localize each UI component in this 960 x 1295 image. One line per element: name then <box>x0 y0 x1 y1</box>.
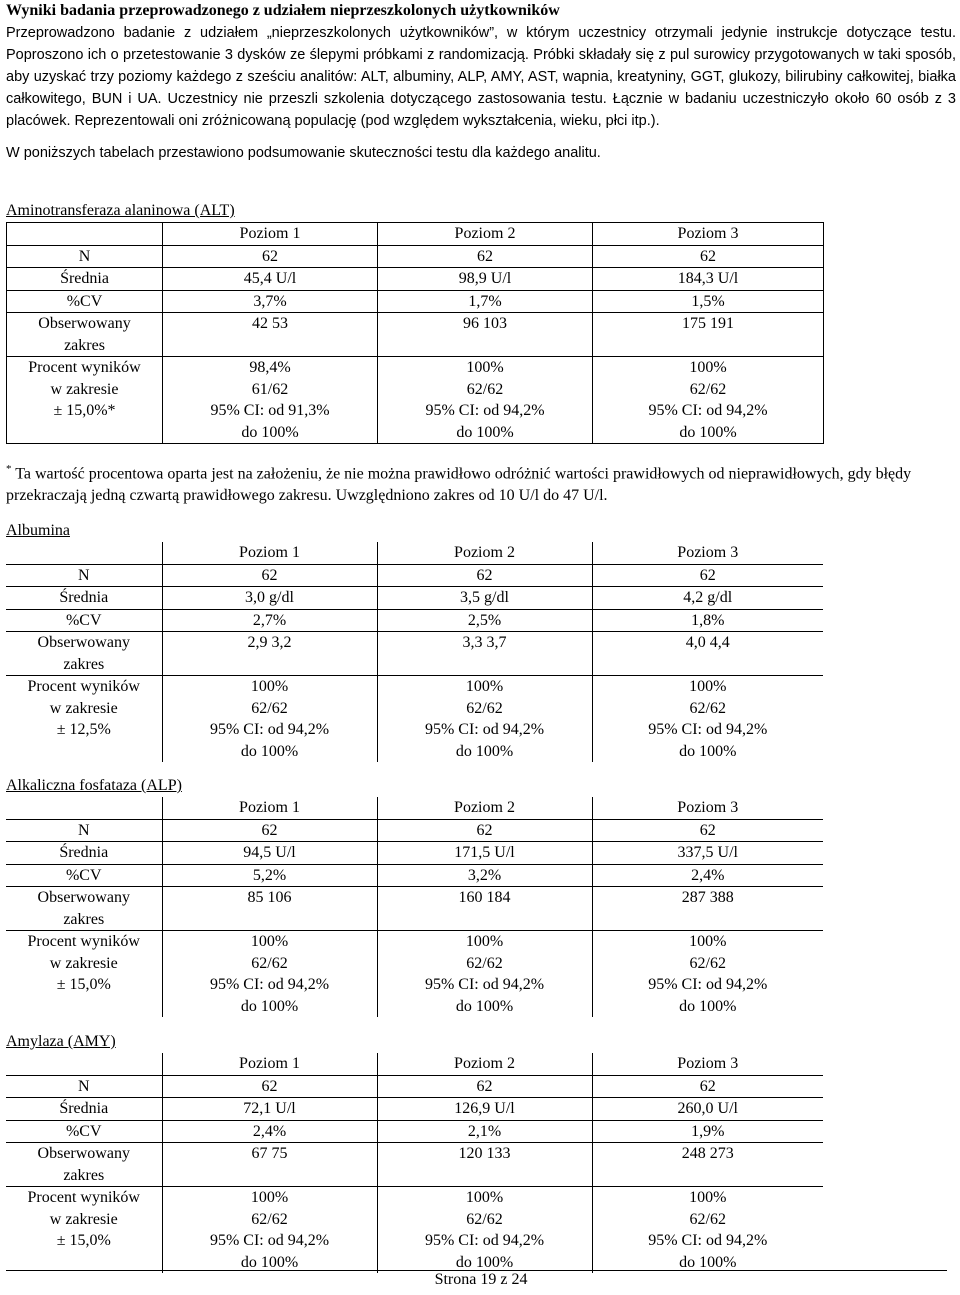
cell-n-1: 62 <box>163 245 378 268</box>
cell-pct-3 <box>593 357 824 444</box>
header-corner <box>6 1053 162 1075</box>
pct-line: 95% CI: od 94,2% <box>425 402 545 419</box>
pct-line: 95% CI: od 94,2% <box>648 402 768 419</box>
pct-line: 100% <box>465 678 504 695</box>
row-label-range-line: Obserwowany <box>38 315 131 332</box>
table-row <box>6 842 823 865</box>
pct-line: 62/62 <box>466 954 503 972</box>
table-row <box>7 290 824 313</box>
row-label-cv: %CV <box>6 1120 162 1143</box>
pct-line: 95% CI: od 91,3% <box>210 402 330 419</box>
cell-n-1: 62 <box>162 1075 377 1098</box>
table-row <box>7 313 824 357</box>
table-row <box>6 819 823 842</box>
pct-line: 100% <box>689 678 727 695</box>
alt-table <box>6 222 824 444</box>
albumin-table <box>6 542 823 762</box>
cell-range-3: 287 388 <box>592 887 823 931</box>
cell-cv-3: 1,8% <box>592 609 823 632</box>
cell-range-2: 120 133 <box>377 1143 592 1187</box>
table-row <box>6 864 823 887</box>
table-row <box>6 1098 823 1121</box>
cell-pct-1 <box>162 676 377 763</box>
cell-cv-2: 2,5% <box>377 609 592 632</box>
header-level-1: Poziom 1 <box>163 223 378 246</box>
intro-paragraph: Przeprowadzono badanie z udziałem „nieprzeszkolonych użytkowników”, w którym uczestnicy otrzymali jedynie instrukcje dotyczące testu. Poproszono ich o przetestowanie 3 dysków ze ślepymi próbkami z randomizacją. Próbki składały się z pul surowicy przygotowanych w taki sposób, aby uzyskać trzy poziomy każdego z sześciu analitów: ALT, albuminy, ALP, AMY, AST, wapnia, kreatyniny, GGT, glukozy, bilirubiny całkowitej, białka całkowitego, BUN i UA. Uczestnicy nie przeszli szkolenia dotyczącego zastosowania testu. Łącznie w badaniu uczestniczyło około 60 osób z 3 placówek. Reprezentowali oni zróżnicowaną populację (pod względem wykształcenia, wieku, płci itp.). <box>6 25 956 129</box>
pct-line: 95% CI: od 94,2% <box>209 976 330 993</box>
table-header-row <box>6 1053 823 1075</box>
pct-line: 62/62 <box>689 1210 726 1228</box>
cell-n-3: 62 <box>592 1075 823 1098</box>
pct-line: 62/62 <box>466 1210 503 1228</box>
header-level-1: Poziom 1 <box>162 542 377 564</box>
cell-pct-3 <box>592 1187 823 1274</box>
cell-range-1: 85 106 <box>162 887 377 931</box>
pct-line: 100% <box>689 933 727 950</box>
pct-line: 100% <box>465 1189 504 1206</box>
table-row <box>6 609 823 632</box>
header-level-3: Poziom 3 <box>592 542 823 564</box>
pct-line: 62/62 <box>466 699 503 717</box>
table-row <box>6 676 823 763</box>
header-level-1: Poziom 1 <box>162 797 377 819</box>
pct-line: 61/62 <box>251 380 289 398</box>
row-label-pct-line: w zakresie <box>50 380 119 398</box>
pct-line: 100% <box>466 359 504 376</box>
cell-mean-1: 45,4 U/l <box>163 268 378 291</box>
cell-n-2: 62 <box>378 245 593 268</box>
pct-line: 95% CI: od 94,2% <box>648 1232 768 1249</box>
cell-cv-3: 1,9% <box>592 1120 823 1143</box>
pct-line: 62/62 <box>689 954 726 972</box>
cell-range-2: 96 103 <box>378 313 593 357</box>
pct-line: do 100% <box>240 1253 299 1271</box>
alp-section-title: Alkaliczna fosfataza (ALP) <box>6 777 182 794</box>
alt-section <box>6 200 956 507</box>
albumin-section <box>6 520 823 762</box>
cell-range-2: 160 184 <box>377 887 592 931</box>
cell-cv-1: 2,7% <box>162 609 377 632</box>
row-label-n: N <box>6 1075 162 1098</box>
row-label-range-line: Obserwowany <box>37 1145 130 1162</box>
cell-cv-3: 2,4% <box>592 864 823 887</box>
pct-line: 95% CI: od 94,2% <box>648 976 768 993</box>
pct-line: 95% CI: od 94,2% <box>424 1232 545 1249</box>
cell-pct-2 <box>377 1187 592 1274</box>
header-corner <box>7 223 163 246</box>
row-label-pct <box>6 931 162 1018</box>
pct-line: do 100% <box>240 742 299 760</box>
pct-line: 62/62 <box>251 699 288 717</box>
row-label-range-line: zakres <box>63 1166 105 1184</box>
header-corner <box>6 797 162 819</box>
document-page <box>6 0 956 1288</box>
row-label-pct-line: w zakresie <box>49 954 118 972</box>
pct-line: 62/62 <box>251 954 288 972</box>
header-corner <box>6 542 162 564</box>
cell-pct-1 <box>162 1187 377 1274</box>
row-label-pct-line: ± 15,0% <box>56 1232 111 1249</box>
cell-n-1: 62 <box>162 819 377 842</box>
row-label-cv: %CV <box>7 290 163 313</box>
cell-mean-3: 4,2 g/dl <box>592 587 823 610</box>
header-level-2: Poziom 2 <box>377 1053 592 1075</box>
cell-mean-2: 3,5 g/dl <box>377 587 592 610</box>
table-row <box>6 587 823 610</box>
pct-line: 62/62 <box>689 699 726 717</box>
pct-line: 100% <box>689 359 727 376</box>
cell-range-3: 4,0 4,4 <box>592 632 823 676</box>
cell-pct-2 <box>377 931 592 1018</box>
pct-line: 100% <box>250 678 289 695</box>
cell-mean-1: 72,1 U/l <box>162 1098 377 1121</box>
table-row <box>6 887 823 931</box>
alt-section-title: Aminotransferaza alaninowa (ALT) <box>6 202 235 219</box>
page-number: Strona 19 z 24 <box>434 1271 528 1288</box>
header-level-3: Poziom 3 <box>593 223 824 246</box>
table-row <box>7 268 824 291</box>
cell-pct-3 <box>592 676 823 763</box>
table-header-row <box>6 542 823 564</box>
pct-line: 95% CI: od 94,2% <box>424 976 545 993</box>
row-label-cv: %CV <box>6 609 162 632</box>
row-label-mean: Średnia <box>6 842 162 865</box>
cell-n-2: 62 <box>377 1075 592 1098</box>
summary-paragraph: W poniższych tabelach przestawiono podsumowanie skuteczności testu dla każdego analitu. <box>6 145 601 161</box>
cell-mean-2: 171,5 U/l <box>377 842 592 865</box>
cell-range-2: 3,3 3,7 <box>377 632 592 676</box>
row-label-range <box>6 887 162 931</box>
alp-section <box>6 775 823 1017</box>
albumin-section-title: Albumina <box>6 522 70 539</box>
cell-mean-3: 184,3 U/l <box>593 268 824 291</box>
row-label-range <box>7 313 163 357</box>
cell-range-1: 67 75 <box>162 1143 377 1187</box>
cell-pct-2 <box>377 676 592 763</box>
row-label-pct-line: Procent wyników <box>27 933 140 950</box>
cell-range-3: 248 273 <box>592 1143 823 1187</box>
footnote <box>6 458 956 507</box>
pct-line: 100% <box>689 1189 727 1206</box>
header-level-2: Poziom 2 <box>378 223 593 246</box>
cell-mean-1: 94,5 U/l <box>162 842 377 865</box>
amy-section <box>6 1031 823 1273</box>
amy-section-title: Amylaza (AMY) <box>6 1033 116 1050</box>
row-label-mean: Średnia <box>6 1098 162 1121</box>
cell-cv-2: 2,1% <box>377 1120 592 1143</box>
cell-n-3: 62 <box>592 819 823 842</box>
pct-line: do 100% <box>679 423 737 441</box>
pct-line: do 100% <box>455 742 514 760</box>
row-label-pct-line: w zakresie <box>49 699 118 717</box>
row-label-range <box>6 1143 162 1187</box>
row-label-range-line: zakres <box>63 655 105 673</box>
cell-cv-3: 1,5% <box>593 290 824 313</box>
pct-line: do 100% <box>455 997 514 1015</box>
pct-line: 62/62 <box>251 1210 288 1228</box>
pct-line: 95% CI: od 94,2% <box>424 721 545 738</box>
table-row <box>7 245 824 268</box>
row-label-cv: %CV <box>6 864 162 887</box>
row-label-pct-line: ± 12,5% <box>56 721 111 738</box>
alp-table <box>6 797 823 1017</box>
cell-pct-2 <box>378 357 593 444</box>
cell-cv-1: 5,2% <box>162 864 377 887</box>
cell-mean-3: 260,0 U/l <box>592 1098 823 1121</box>
footer-divider <box>6 1270 947 1271</box>
pct-line: do 100% <box>241 423 299 441</box>
row-label-pct <box>7 357 163 444</box>
row-label-pct-line: ± 15,0% <box>56 976 111 993</box>
table-row <box>6 564 823 587</box>
pct-line: 95% CI: od 94,2% <box>648 721 768 738</box>
row-label-n: N <box>6 819 162 842</box>
table-row <box>6 1143 823 1187</box>
pct-line: 62/62 <box>689 380 727 398</box>
table-row <box>6 632 823 676</box>
cell-mean-3: 337,5 U/l <box>592 842 823 865</box>
header-level-3: Poziom 3 <box>592 1053 823 1075</box>
pct-line: do 100% <box>456 423 514 441</box>
cell-mean-1: 3,0 g/dl <box>162 587 377 610</box>
row-label-pct-line: Procent wyników <box>27 1189 140 1206</box>
cell-mean-2: 98,9 U/l <box>378 268 593 291</box>
header-level-2: Poziom 2 <box>377 542 592 564</box>
cell-n-1: 62 <box>162 564 377 587</box>
pct-line: do 100% <box>240 997 299 1015</box>
pct-line: 100% <box>465 933 504 950</box>
table-row <box>6 931 823 1018</box>
pct-line: do 100% <box>455 1253 514 1271</box>
table-row <box>7 357 824 444</box>
row-label-pct <box>6 1187 162 1274</box>
cell-range-1: 42 53 <box>163 313 378 357</box>
amy-table <box>6 1053 823 1273</box>
row-label-range-line: zakres <box>64 336 105 354</box>
row-label-mean: Średnia <box>6 587 162 610</box>
cell-cv-2: 1,7% <box>378 290 593 313</box>
row-label-pct-line: ± 15,0%* <box>53 402 116 419</box>
cell-mean-2: 126,9 U/l <box>377 1098 592 1121</box>
row-label-mean: Średnia <box>7 268 163 291</box>
table-row <box>6 1120 823 1143</box>
pct-line: 100% <box>250 1189 289 1206</box>
cell-pct-1 <box>163 357 378 444</box>
pct-line: do 100% <box>679 742 737 760</box>
cell-n-3: 62 <box>593 245 824 268</box>
table-row <box>6 1187 823 1274</box>
footnote-mark: * <box>6 463 12 475</box>
pct-line: 95% CI: od 94,2% <box>209 721 330 738</box>
table-row <box>6 1075 823 1098</box>
row-label-pct <box>6 676 162 763</box>
page-title: Wyniki badania przeprowadzonego z udziałem nieprzeszkolonych użytkowników <box>6 2 560 19</box>
cell-pct-1 <box>162 931 377 1018</box>
cell-cv-1: 3,7% <box>163 290 378 313</box>
row-label-pct-line: w zakresie <box>49 1210 118 1228</box>
row-label-n: N <box>6 564 162 587</box>
row-label-range-line: Obserwowany <box>37 634 130 651</box>
pct-line: do 100% <box>679 997 737 1015</box>
cell-n-2: 62 <box>377 564 592 587</box>
row-label-range <box>6 632 162 676</box>
cell-pct-3 <box>592 931 823 1018</box>
header-level-3: Poziom 3 <box>592 797 823 819</box>
row-label-n: N <box>7 245 163 268</box>
pct-line: do 100% <box>679 1253 737 1271</box>
cell-range-1: 2,9 3,2 <box>162 632 377 676</box>
pct-line: 98,4% <box>249 359 291 376</box>
cell-cv-2: 3,2% <box>377 864 592 887</box>
pct-line: 95% CI: od 94,2% <box>209 1232 330 1249</box>
cell-cv-1: 2,4% <box>162 1120 377 1143</box>
footnote-text: Ta wartość procentowa oparta jest na założeniu, że nie można prawidłowo odróżnić wartości prawidłowych od nieprawidłowych, gdy błędy przekraczają jedną czwartą prawidłowego zakresu. Uwzględniono zakres od 10 U/l do 47 U/l. <box>6 465 912 505</box>
cell-n-2: 62 <box>377 819 592 842</box>
pct-line: 62/62 <box>466 380 504 398</box>
header-level-1: Poziom 1 <box>162 1053 377 1075</box>
row-label-pct-line: Procent wyników <box>28 359 141 376</box>
row-label-range-line: zakres <box>63 910 105 928</box>
header-level-2: Poziom 2 <box>377 797 592 819</box>
table-header-row <box>6 797 823 819</box>
cell-n-3: 62 <box>592 564 823 587</box>
row-label-pct-line: Procent wyników <box>27 678 140 695</box>
cell-range-3: 175 191 <box>593 313 824 357</box>
table-header-row <box>7 223 824 246</box>
row-label-range-line: Obserwowany <box>37 889 130 906</box>
pct-line: 100% <box>250 933 289 950</box>
